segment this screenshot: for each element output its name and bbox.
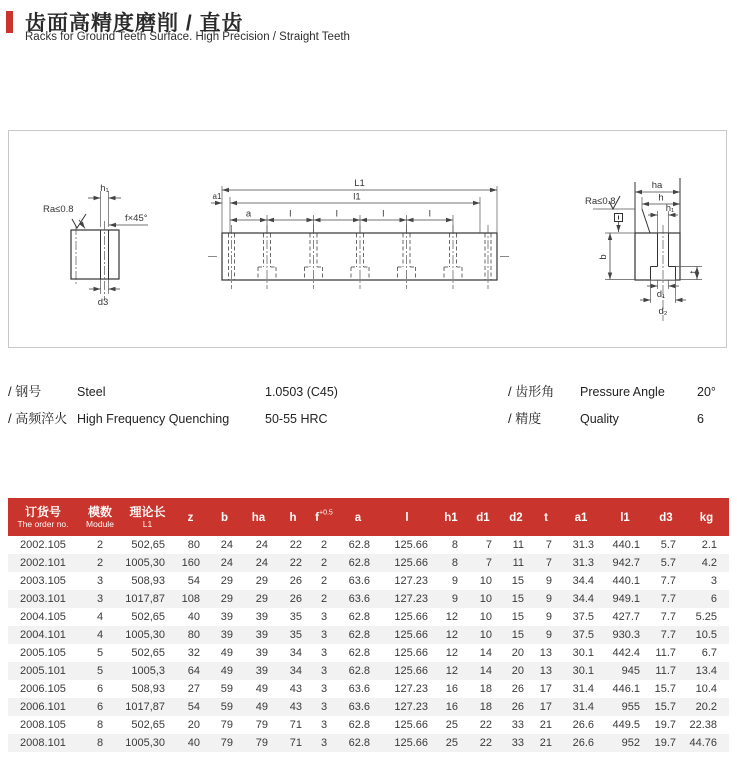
cell: 427.7 bbox=[612, 611, 640, 623]
cell: 9 bbox=[451, 575, 458, 587]
cell: 40 bbox=[187, 611, 200, 623]
spec-label-en: Pressure Angle bbox=[580, 385, 665, 399]
cell: 35 bbox=[289, 629, 302, 641]
cell: 5.25 bbox=[695, 611, 717, 623]
cell: 3 bbox=[320, 683, 328, 695]
cell: 16 bbox=[445, 701, 458, 713]
dim-label-l: l bbox=[428, 208, 431, 220]
cell: 11.7 bbox=[655, 647, 676, 659]
cell: 2003.105 bbox=[20, 575, 66, 587]
counterbore-holes bbox=[258, 215, 462, 289]
cell: 20 bbox=[511, 647, 524, 659]
dim-label-t: t bbox=[688, 270, 699, 274]
dim-label-h1: h₁ bbox=[100, 183, 109, 194]
cell: 1005,30 bbox=[125, 629, 165, 641]
cell: 13.4 bbox=[695, 665, 717, 677]
column-header-l1: 理论长 L1 bbox=[122, 498, 173, 536]
cell: 10 bbox=[479, 575, 492, 587]
rack-spec-table bbox=[8, 498, 729, 752]
spec-row-pressure-angle bbox=[508, 381, 716, 397]
cell: 1005,30 bbox=[125, 557, 165, 569]
spec-row-steel bbox=[8, 381, 338, 397]
cell: 127.23 bbox=[394, 683, 428, 695]
cell: 34 bbox=[289, 647, 302, 659]
table-row bbox=[8, 698, 729, 716]
cell: 34 bbox=[289, 665, 302, 677]
cell: 16 bbox=[445, 683, 458, 695]
left-end-view bbox=[43, 183, 148, 308]
cell: 502,65 bbox=[131, 539, 165, 551]
cell: 24 bbox=[220, 557, 233, 569]
page-subtitle: Racks for Ground Teeth Surface. High Precision / Straight Teeth bbox=[25, 31, 350, 43]
cell: 9 bbox=[545, 575, 552, 587]
cell: 5.7 bbox=[660, 557, 676, 569]
cell: 7.7 bbox=[660, 593, 676, 605]
cell: 29 bbox=[255, 593, 268, 605]
spec-label-zh: / 精度 bbox=[508, 411, 542, 426]
cell: 8 bbox=[451, 539, 458, 551]
cell: 37.5 bbox=[572, 629, 594, 641]
cell: 7.7 bbox=[660, 611, 676, 623]
cell: 20.2 bbox=[695, 701, 717, 713]
cell: 18 bbox=[479, 683, 492, 695]
cell: 8 bbox=[451, 557, 458, 569]
cell: 39 bbox=[255, 647, 268, 659]
cell: 11 bbox=[512, 539, 524, 551]
cell: 29 bbox=[220, 593, 233, 605]
cell: 11 bbox=[512, 557, 524, 569]
dim-label-l: l bbox=[335, 208, 338, 220]
dim-label-d1: d₁ bbox=[656, 289, 666, 300]
table-row bbox=[8, 644, 729, 662]
spec-label-en: High Frequency Quenching bbox=[77, 412, 230, 426]
cell: 440.1 bbox=[612, 575, 640, 587]
spec-label-en: Steel bbox=[77, 385, 106, 399]
cell: 2004.101 bbox=[20, 629, 66, 641]
dim-label-l: l bbox=[382, 208, 385, 220]
dim-label-L1: L1 bbox=[354, 178, 365, 189]
cell: 5.7 bbox=[660, 539, 676, 551]
cell: 29 bbox=[220, 575, 233, 587]
cell: 25 bbox=[445, 737, 458, 749]
column-header-t: t bbox=[532, 498, 560, 536]
cell: 14 bbox=[479, 665, 492, 677]
cell: 7 bbox=[485, 539, 492, 551]
cell: 31.3 bbox=[572, 557, 594, 569]
right-section-view bbox=[585, 178, 702, 321]
cell: 125.66 bbox=[394, 665, 428, 677]
cell: 440.1 bbox=[612, 539, 640, 551]
cell: 59 bbox=[220, 683, 233, 695]
cell: 13 bbox=[539, 647, 552, 659]
column-header-d1: d1 bbox=[466, 498, 500, 536]
cell: 15 bbox=[511, 629, 524, 641]
spec-value: 1.0503 (C45) bbox=[265, 385, 338, 399]
cell: 39 bbox=[255, 629, 268, 641]
cell: 35 bbox=[289, 611, 302, 623]
column-header-b: b bbox=[208, 498, 241, 536]
cell: 949.1 bbox=[612, 593, 640, 605]
cell: 3 bbox=[710, 575, 717, 587]
cell: 3 bbox=[320, 719, 328, 731]
cell: 127.23 bbox=[394, 701, 428, 713]
cell: 30.1 bbox=[572, 647, 594, 659]
cell: 63.6 bbox=[348, 593, 370, 605]
cell: 25 bbox=[445, 719, 458, 731]
cell: 22 bbox=[289, 539, 302, 551]
cell: 26 bbox=[289, 593, 302, 605]
cell: 19.7 bbox=[654, 719, 676, 731]
cell: 127.23 bbox=[394, 593, 428, 605]
cell: 2 bbox=[320, 557, 328, 569]
chamfer-label: f×45° bbox=[125, 213, 148, 224]
dim-label-l: l bbox=[289, 208, 292, 220]
cell: 24 bbox=[255, 557, 268, 569]
cell: 6 bbox=[710, 593, 717, 605]
cell: 19.7 bbox=[654, 737, 676, 749]
technical-drawing-panel bbox=[8, 130, 727, 348]
cell: 24 bbox=[220, 539, 233, 551]
cell: 2005.105 bbox=[20, 647, 66, 659]
cell: 3 bbox=[96, 593, 104, 605]
column-header-a1: a1 bbox=[560, 498, 602, 536]
dim-label-a: a bbox=[245, 208, 252, 220]
cell: 9 bbox=[545, 593, 552, 605]
cell: 125.66 bbox=[394, 557, 428, 569]
cell: 40 bbox=[187, 737, 200, 749]
cell: 79 bbox=[220, 737, 233, 749]
cell: 10.5 bbox=[695, 629, 717, 641]
cell: 12 bbox=[445, 629, 458, 641]
cell: 2 bbox=[96, 557, 104, 569]
column-header-a: a bbox=[338, 498, 378, 536]
cell: 6 bbox=[96, 701, 104, 713]
column-header-f: $f^{+0.5}$ bbox=[310, 498, 338, 536]
cell: 39 bbox=[220, 611, 233, 623]
cell: 17 bbox=[539, 701, 552, 713]
cell: 49 bbox=[220, 647, 233, 659]
table-row bbox=[8, 680, 729, 698]
spec-row-quenching bbox=[8, 408, 328, 424]
table-row bbox=[8, 536, 729, 554]
cell: 2 bbox=[96, 539, 104, 551]
cell: 8 bbox=[96, 737, 104, 749]
cell: 502,65 bbox=[131, 647, 165, 659]
cell: 71 bbox=[289, 737, 302, 749]
spec-label-en: Quality bbox=[580, 412, 619, 426]
cell: 39 bbox=[220, 629, 233, 641]
dim-label-d3: d3 bbox=[97, 297, 109, 308]
cell: 22 bbox=[479, 719, 492, 731]
cell: 18 bbox=[479, 701, 492, 713]
cell: 7 bbox=[545, 539, 552, 551]
cell: 62.8 bbox=[348, 737, 370, 749]
cell: 2 bbox=[320, 593, 328, 605]
cell: 9 bbox=[545, 611, 552, 623]
cell: 13 bbox=[539, 665, 552, 677]
cell: 449.5 bbox=[612, 719, 640, 731]
cell: 2008.101 bbox=[20, 737, 66, 749]
cell: 502,65 bbox=[131, 719, 165, 731]
cell: 3 bbox=[320, 737, 328, 749]
cell: 22.38 bbox=[689, 719, 717, 731]
cell: 12 bbox=[445, 611, 458, 623]
cell: 2002.105 bbox=[20, 539, 66, 551]
spec-label-zh: / 齿形角 bbox=[508, 384, 555, 399]
column-header-d3: d3 bbox=[648, 498, 684, 536]
cell: 2 bbox=[320, 575, 328, 587]
cell: 43 bbox=[289, 701, 302, 713]
cell: 9 bbox=[545, 629, 552, 641]
cell: 80 bbox=[187, 629, 200, 641]
cell: 15.7 bbox=[654, 701, 676, 713]
cell: 49 bbox=[255, 683, 268, 695]
cell: 30.1 bbox=[572, 665, 594, 677]
cell: 508,93 bbox=[131, 575, 165, 587]
table-row bbox=[8, 590, 729, 608]
cell: 7 bbox=[545, 557, 552, 569]
cell: 31.3 bbox=[572, 539, 594, 551]
cell: 7.7 bbox=[660, 575, 676, 587]
cell: 17 bbox=[539, 683, 552, 695]
cell: 3 bbox=[320, 701, 328, 713]
cell: 160 bbox=[181, 557, 200, 569]
cell: 62.8 bbox=[348, 647, 370, 659]
cell: 1017,87 bbox=[125, 701, 165, 713]
table-row bbox=[8, 608, 729, 626]
cell: 21 bbox=[539, 719, 552, 731]
cell: 49 bbox=[255, 701, 268, 713]
column-header-kg: kg bbox=[684, 498, 729, 536]
spec-label-zh: / 高频淬火 bbox=[8, 411, 68, 426]
surface-finish-label: Ra≤0.8 bbox=[43, 204, 74, 215]
cell: 54 bbox=[187, 575, 200, 587]
cell: 4.2 bbox=[701, 557, 717, 569]
cell: 4 bbox=[96, 611, 104, 623]
cell: 442.4 bbox=[612, 647, 640, 659]
cell: 63.6 bbox=[348, 701, 370, 713]
cell: 54 bbox=[187, 701, 200, 713]
column-header-ha: ha bbox=[241, 498, 276, 536]
cell: 15 bbox=[511, 575, 524, 587]
cell: 26 bbox=[511, 683, 524, 695]
cell: 12 bbox=[445, 647, 458, 659]
cell: 5 bbox=[96, 647, 104, 659]
cell: 3 bbox=[320, 629, 328, 641]
cell: 15.7 bbox=[654, 683, 676, 695]
cell: 24 bbox=[255, 539, 268, 551]
cell: 125.66 bbox=[394, 611, 428, 623]
cell: 22 bbox=[479, 737, 492, 749]
table-row bbox=[8, 716, 729, 734]
cell: 39 bbox=[255, 611, 268, 623]
cell: 125.66 bbox=[394, 539, 428, 551]
cell: 2006.105 bbox=[20, 683, 66, 695]
cell: 127.23 bbox=[394, 575, 428, 587]
cell: 20 bbox=[511, 665, 524, 677]
cell: 2.1 bbox=[701, 539, 717, 551]
spec-row-quality bbox=[508, 408, 704, 424]
table-row bbox=[8, 554, 729, 572]
cell: 7.7 bbox=[660, 629, 676, 641]
cell: 10 bbox=[479, 593, 492, 605]
cell: 64 bbox=[187, 665, 200, 677]
cell: 33 bbox=[511, 719, 524, 731]
pitch-dimensions bbox=[230, 209, 453, 221]
cell: 62.8 bbox=[348, 629, 370, 641]
cell: 26 bbox=[511, 701, 524, 713]
cell: 2008.105 bbox=[20, 719, 66, 731]
cell: 31.4 bbox=[572, 701, 594, 713]
cell: 21 bbox=[539, 737, 552, 749]
cell: 37.5 bbox=[572, 611, 594, 623]
cell: 125.66 bbox=[394, 647, 428, 659]
cell: 108 bbox=[181, 593, 200, 605]
cell: 62.8 bbox=[348, 611, 370, 623]
cell: 14 bbox=[479, 647, 492, 659]
cell: 6.7 bbox=[701, 647, 717, 659]
cell: 952 bbox=[621, 737, 640, 749]
cell: 44.76 bbox=[689, 737, 717, 749]
cell: 79 bbox=[255, 719, 268, 731]
cell: 15 bbox=[511, 593, 524, 605]
cell: 125.66 bbox=[394, 629, 428, 641]
cell: 32 bbox=[187, 647, 200, 659]
spec-value: 20° bbox=[697, 385, 716, 399]
dim-label-h1-right: h₁ bbox=[665, 203, 675, 214]
table-row bbox=[8, 572, 729, 590]
cell: 62.8 bbox=[348, 665, 370, 677]
dim-label-a1: a1 bbox=[212, 192, 222, 201]
page-title: 齿面高精度磨削 / 直齿 bbox=[25, 12, 244, 35]
cell: 9 bbox=[451, 593, 458, 605]
cell: 2006.101 bbox=[20, 701, 66, 713]
cell: 125.66 bbox=[394, 719, 428, 731]
table-row bbox=[8, 734, 729, 752]
cell: 1005,30 bbox=[125, 737, 165, 749]
column-header-z: z bbox=[173, 498, 208, 536]
column-header-l: l bbox=[378, 498, 436, 536]
table-header-row bbox=[8, 498, 729, 536]
cell: 4 bbox=[96, 629, 104, 641]
cell: 31.4 bbox=[572, 683, 594, 695]
cell: 942.7 bbox=[612, 557, 640, 569]
column-header-module: 模数 Module bbox=[78, 498, 122, 536]
cell: 3 bbox=[320, 647, 328, 659]
cell: 49 bbox=[220, 665, 233, 677]
table-row bbox=[8, 626, 729, 644]
dim-label-d2: d₂ bbox=[658, 306, 668, 317]
cell: 2005.101 bbox=[20, 665, 66, 677]
cell: 62.8 bbox=[348, 557, 370, 569]
cell: 26.6 bbox=[572, 719, 594, 731]
cell: 125.66 bbox=[394, 737, 428, 749]
cell: 955 bbox=[621, 701, 640, 713]
column-header-h: h bbox=[276, 498, 310, 536]
cell: 1005,3 bbox=[131, 665, 165, 677]
cell: 59 bbox=[220, 701, 233, 713]
cell: 26.6 bbox=[572, 737, 594, 749]
cell: 11.7 bbox=[655, 665, 676, 677]
cell: 2002.101 bbox=[20, 557, 66, 569]
cell: 7 bbox=[485, 557, 492, 569]
cell: 10.4 bbox=[695, 683, 717, 695]
cell: 10 bbox=[479, 611, 492, 623]
dim-label-h: h bbox=[658, 192, 664, 204]
technical-drawing bbox=[9, 131, 726, 347]
cell: 2003.101 bbox=[20, 593, 66, 605]
spec-value: 6 bbox=[697, 412, 704, 426]
cell: 508,93 bbox=[131, 683, 165, 695]
cell: 502,65 bbox=[131, 611, 165, 623]
cell: 12 bbox=[445, 665, 458, 677]
cell: 63.6 bbox=[348, 575, 370, 587]
cell: 22 bbox=[289, 557, 302, 569]
surface-finish-label-right: Ra≤0.8 bbox=[585, 196, 616, 207]
dim-label-ha: ha bbox=[651, 180, 663, 191]
cell: 27 bbox=[187, 683, 200, 695]
column-header-the-order-no-: 订货号 The order no. bbox=[8, 498, 78, 536]
cell: 79 bbox=[220, 719, 233, 731]
cell: 39 bbox=[255, 665, 268, 677]
cell: 79 bbox=[255, 737, 268, 749]
rack-front-view bbox=[208, 178, 511, 289]
column-header-d2: d2 bbox=[500, 498, 532, 536]
cell: 2004.105 bbox=[20, 611, 66, 623]
cell: 5 bbox=[96, 665, 104, 677]
cell: 20 bbox=[187, 719, 200, 731]
cell: 29 bbox=[255, 575, 268, 587]
cell: 62.8 bbox=[348, 719, 370, 731]
cell: 446.1 bbox=[612, 683, 640, 695]
cell: 1017,87 bbox=[125, 593, 165, 605]
cell: 26 bbox=[289, 575, 302, 587]
cell: 945 bbox=[621, 665, 640, 677]
cell: 15 bbox=[511, 611, 524, 623]
table-row bbox=[8, 662, 729, 680]
title-accent-bar bbox=[6, 11, 13, 33]
cell: 33 bbox=[511, 737, 524, 749]
cell: 930.3 bbox=[612, 629, 640, 641]
spec-value: 50-55 HRC bbox=[265, 412, 328, 426]
cell: 3 bbox=[96, 575, 104, 587]
cell: 80 bbox=[187, 539, 200, 551]
cell: 71 bbox=[289, 719, 302, 731]
cell: 62.8 bbox=[348, 539, 370, 551]
cell: 63.6 bbox=[348, 683, 370, 695]
cell: 6 bbox=[96, 683, 104, 695]
cell: 10 bbox=[479, 629, 492, 641]
cell: 8 bbox=[96, 719, 104, 731]
cell: 3 bbox=[320, 611, 328, 623]
cell: 2 bbox=[320, 539, 328, 551]
dim-label-l1: l1 bbox=[353, 191, 361, 203]
cell: 34.4 bbox=[572, 575, 594, 587]
cell: 3 bbox=[320, 665, 328, 677]
column-header-h1: h1 bbox=[436, 498, 466, 536]
cell: 34.4 bbox=[572, 593, 594, 605]
cell: 43 bbox=[289, 683, 302, 695]
dim-label-b: b bbox=[598, 254, 609, 260]
spec-label-zh: / 钢号 bbox=[8, 384, 42, 399]
column-header-l1: l1 bbox=[602, 498, 648, 536]
